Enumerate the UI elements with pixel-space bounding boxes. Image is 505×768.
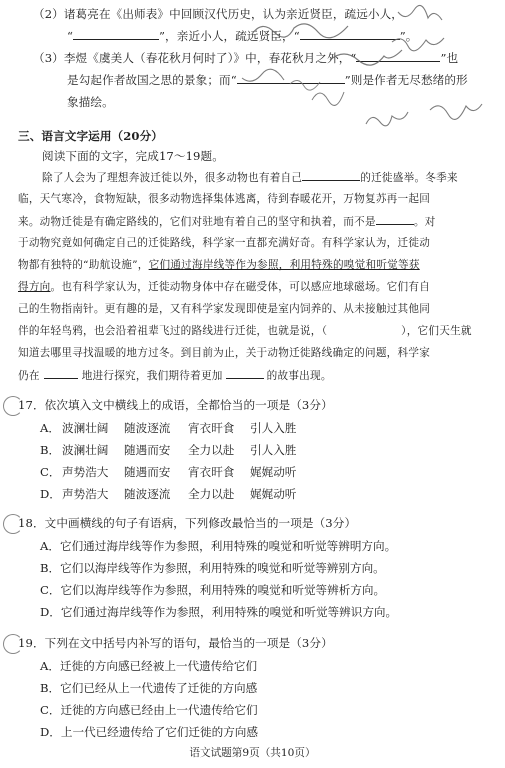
q18-option-letter: A． (40, 539, 60, 553)
q19-option-text: 上一代已经遗传给了它们迁徙的方向感 (60, 725, 258, 739)
passage-text: 仍在 (18, 370, 40, 382)
q17-option-letter[interactable]: D． (40, 487, 61, 501)
underlined-sentence: 它们通过海岸线等作为参照，利用特殊的嗅觉和听觉等获 (148, 259, 420, 271)
q17-option-word: 娓娓动听 (250, 487, 297, 501)
passage-line-4: 于动物究竟如何确定自己的迁徙路线，科学家一直都充满好奇。有科学家认为，迁徙动 (18, 237, 431, 249)
passage-blank-3[interactable] (44, 368, 78, 379)
q17-option-word: 全力以赴 (188, 487, 235, 501)
q3-blank-2[interactable] (237, 73, 345, 84)
q18-stem: 18．文中画横线的句子有语病，下列修改最恰当的一项是（3分） (18, 516, 357, 530)
q17-option-word: 引人入胜 (250, 443, 297, 457)
q3-line3: 象描绘。 (67, 95, 114, 109)
q17-stem: 17．依次填入文中横线上的成语，全都恰当的一项是（3分） (18, 398, 333, 412)
q19-option-letter: B． (40, 681, 61, 695)
q18-option-letter: B． (40, 561, 61, 575)
q17-option-word: 随遇而安 (124, 465, 171, 479)
passage-text: 物都有独特的“助航设施”， (18, 259, 149, 271)
q2-blank-1[interactable] (73, 29, 159, 40)
q17-option-word: 随波逐流 (124, 421, 171, 435)
underlined-sentence-end: 得方向 (18, 281, 51, 293)
q19-option[interactable] (40, 659, 257, 673)
passage-line-5 (18, 258, 420, 272)
q18-option[interactable] (40, 583, 385, 597)
passage-text: 地进行探究，我们期待着更加 (81, 370, 223, 382)
q19-stem: 19．下列在文中括号内补写的语句，最恰当的一项是（3分） (18, 636, 333, 650)
q2-text-a: （2）诸葛亮在《出师表》中回顾汉代历史，认为亲近贤臣， (33, 7, 345, 21)
passage-text: 的故事出现。 (266, 370, 332, 382)
passage-line-9: 知道去哪里寻找温暖的地方过冬。到目前为止，关于动物迁徙路线确定的问题，科学家 (18, 347, 431, 359)
q3-text-a: （3）李煜《虞美人（春花秋月何时了）》中， (33, 51, 269, 65)
section-heading: 三、语言文字运用（20分） (18, 129, 163, 143)
q19-option-letter: C． (40, 703, 61, 717)
pencil-circle-18 (3, 514, 23, 534)
q18-option-letter: C． (40, 583, 61, 597)
pencil-circle-19 (3, 634, 23, 654)
q18-option-text: 它们通过海岸线等作为参照，利用特殊的嗅觉和听觉等辨明方向。 (59, 539, 397, 553)
q19-option-text: 迁徙的方向感已经被上一代遗传给它们 (59, 659, 258, 673)
q18-option[interactable] (40, 561, 385, 575)
q17-option-word: 随遇而安 (124, 443, 171, 457)
q18-option-text: 它们以海岸线等作为参照，利用特殊的嗅觉和听觉等辨析方向。 (60, 583, 386, 597)
section-intro: 阅读下面的文字，完成17～19题。 (42, 149, 224, 163)
passage-text: 。对 (413, 216, 436, 228)
q3-text-c: ”也 (440, 51, 459, 65)
q18-option-text: 它们通过海岸线等作为参照，利用特殊的嗅觉和听觉等辨识方向。 (60, 605, 398, 619)
passage-text: 的迁徙盛举。冬季来 (360, 172, 458, 184)
q17-option-word: 宵衣旰食 (188, 421, 235, 435)
passage-blank-1[interactable] (302, 170, 360, 181)
q3-blank-1[interactable] (356, 51, 440, 62)
q17-option-letter[interactable]: A． (40, 421, 60, 435)
page-footer: 语文试题第9页（共10页） (189, 747, 316, 759)
q17-option-word: 全力以赴 (188, 443, 235, 457)
q17-option-word: 声势浩大 (62, 487, 109, 501)
passage-text: 伴的年轻鸟鸦，也会沿着祖辈飞过的路线进行迁徙，也就是说，（ (18, 325, 328, 337)
q17-option-word: 波澜壮阔 (62, 443, 109, 457)
pencil-circle-17 (3, 396, 23, 416)
q17-option-word: 宵衣旰食 (188, 465, 235, 479)
q2-line2: “ ”，亲近小人，疏远贤臣，“ ”。 (67, 29, 418, 43)
q17-option-word: 引人入胜 (250, 421, 297, 435)
q17-option-word: 娓娓动听 (250, 465, 297, 479)
q17-option-letter[interactable]: C． (40, 465, 61, 479)
passage-line-8 (18, 324, 472, 338)
passage-text: ），它们天生就 (401, 325, 472, 337)
passage-line-2: 临，天气寒冷，食物短缺，很多动物选择集体逃离，待到春暖花开，万物复苏再一起回 (18, 193, 431, 205)
q18-option[interactable] (40, 605, 397, 619)
q19-option-letter: D． (40, 725, 61, 739)
passage-text: 。也有科学家认为，迁徙动物身体中存在磁受体，可以感应地球磁场。它们有自 (50, 281, 431, 293)
q19-option-text: 它们已经从上一代遗传了迁徙的方向感 (60, 681, 258, 695)
passage-line-6 (18, 280, 430, 294)
q17-option-word: 声势浩大 (62, 465, 109, 479)
q2-text-c: ”，亲近小人，疏远贤臣，“ (159, 29, 300, 43)
q3-line2 (67, 73, 468, 87)
q17-option-word: 波澜壮阔 (62, 421, 109, 435)
q19-option-text: 迁徙的方向感已经由上一代遗传给它们 (60, 703, 258, 717)
q19-option[interactable] (40, 725, 258, 739)
q3-text-b: 春花秋月之外，“ (268, 51, 357, 65)
q2-line1 (33, 7, 403, 21)
q17-option-letter[interactable]: B． (40, 443, 61, 457)
q18-option-letter: D． (40, 605, 61, 619)
passage-line-1 (42, 170, 458, 185)
q19-option[interactable] (40, 681, 257, 695)
passage-text: 除了人会为了理想奔波迁徙以外，很多动物也有着自己 (42, 172, 303, 184)
q3-line1 (33, 51, 458, 65)
q3-text-d: 是勾起作者故国之思的景象；而“ (67, 73, 237, 87)
passage-blank-4[interactable] (226, 368, 264, 379)
q2-blank-2[interactable] (300, 29, 400, 40)
q19-option-letter: A． (40, 659, 60, 673)
passage-line-10 (18, 368, 332, 383)
q18-option-text: 它们以海岸线等作为参照，利用特殊的嗅觉和听觉等辨别方向。 (60, 561, 385, 575)
q18-option[interactable] (40, 539, 396, 553)
q2-text-end: ”。 (399, 29, 418, 43)
passage-line-3 (18, 214, 436, 229)
passage-text: 来。动物迁徙是有确定路线的，它们对驻地有着自己的坚守和执着，而不是 (18, 216, 376, 228)
q3-text-e: ”则是作者无尽愁绪的形 (344, 73, 468, 87)
q17-option-word: 随波逐流 (124, 487, 171, 501)
passage-line-7: 己的生物指南针。更有趣的是，又有科学家发现即使是室内饲养的、从未接触过其他同 (18, 303, 431, 315)
passage-blank-2[interactable] (376, 214, 414, 225)
q2-text-b: 疏远小人， (344, 7, 403, 21)
q19-option[interactable] (40, 703, 258, 717)
